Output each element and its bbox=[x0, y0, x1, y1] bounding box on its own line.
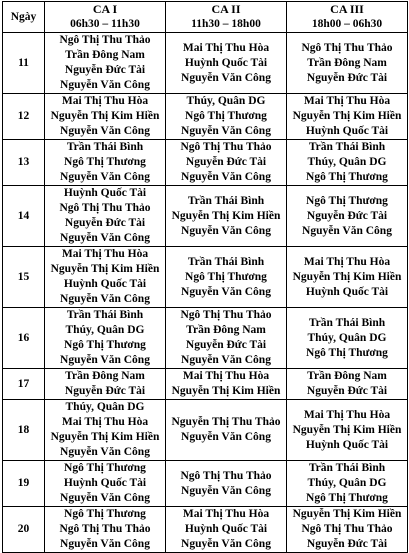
staff-name: Nguyễn Văn Công bbox=[60, 171, 150, 183]
staff-name: Thúy, Quân DG bbox=[65, 401, 145, 413]
day-number: 14 bbox=[3, 186, 45, 247]
staff-name: Nguyễn Văn Công bbox=[60, 293, 150, 305]
staff-name: Mai Thị Thu Hòa bbox=[303, 95, 391, 107]
staff-name: Nguyễn Văn Công bbox=[181, 354, 271, 366]
staff-name: Nguyễn Văn Công bbox=[181, 224, 271, 237]
shift-cell-1 bbox=[45, 308, 166, 369]
shift-cell-1 bbox=[45, 140, 166, 186]
day-number: 19 bbox=[3, 461, 45, 507]
staff-name: Nguyễn Văn Công bbox=[60, 232, 150, 244]
staff-name: Ngô Thị Thương bbox=[306, 346, 388, 359]
staff-name: Nguyễn Văn Công bbox=[60, 125, 150, 137]
staff-name: Trần Đông Nam bbox=[65, 49, 145, 61]
staff-name: Ngô Thị Thương bbox=[64, 462, 146, 474]
staff-name: Trần Thái Bình bbox=[308, 316, 386, 329]
staff-name: Nguyễn Thị Kim Hiền bbox=[50, 263, 160, 275]
staff-name: Thúy, Quân DG bbox=[186, 95, 266, 107]
day-column-header: Ngày bbox=[3, 2, 45, 33]
shift-name: CA III bbox=[330, 2, 364, 16]
day-number: 15 bbox=[3, 247, 45, 308]
staff-name: Nguyễn Thị Kim Hiền bbox=[171, 209, 281, 222]
shift-cell-2 bbox=[166, 308, 287, 369]
staff-name: Trần Thái Bình bbox=[187, 194, 265, 207]
staff-name: Nguyễn Thị Kim Hiền bbox=[171, 385, 281, 397]
staff-name: Nguyễn Văn Công bbox=[60, 538, 150, 550]
staff-name: Nguyễn Văn Công bbox=[60, 79, 150, 91]
header-row bbox=[3, 2, 408, 33]
staff-name: Nguyễn Văn Công bbox=[181, 125, 271, 137]
shift-cell-1 bbox=[45, 369, 166, 400]
staff-name: Trần Thái Bình bbox=[308, 462, 386, 474]
staff-name: Nguyễn Văn Công bbox=[181, 285, 271, 298]
staff-name: Ngô Thị Thương bbox=[64, 339, 146, 351]
shift-header-2 bbox=[166, 2, 287, 33]
staff-name: Nguyễn Đức Tài bbox=[64, 64, 146, 76]
staff-name: Trần Thái Bình bbox=[187, 255, 265, 268]
staff-name: Ngô Thị Thương bbox=[306, 194, 388, 207]
staff-name: Nguyễn Đức Tài bbox=[306, 538, 388, 550]
staff-name: Nguyễn Thị Kim Hiền bbox=[50, 431, 160, 443]
shift-cell-2 bbox=[166, 461, 287, 507]
staff-name: Ngô Thị Thu Thảo bbox=[301, 41, 393, 54]
staff-name: Nguyễn Thị Kim Hiền bbox=[50, 110, 160, 122]
schedule-row bbox=[3, 308, 408, 369]
staff-name: Huỳnh Quốc Tài bbox=[305, 285, 389, 298]
staff-name: Thúy, Quân DG bbox=[65, 324, 145, 336]
shift-cell-3 bbox=[287, 247, 408, 308]
staff-name: Nguyễn Văn Công bbox=[60, 354, 150, 366]
day-number: 12 bbox=[3, 94, 45, 140]
day-number: 18 bbox=[3, 400, 45, 461]
staff-name: Mai Thị Thu Hòa bbox=[182, 41, 270, 54]
staff-name: Trần Đông Nam bbox=[307, 56, 387, 69]
shift-header-1 bbox=[45, 2, 166, 33]
staff-name: Ngô Thị Thu Thảo bbox=[180, 469, 272, 482]
day-number: 11 bbox=[3, 33, 45, 94]
shift-header-3 bbox=[287, 2, 408, 33]
day-number: 17 bbox=[3, 369, 45, 400]
shift-cell-3 bbox=[287, 186, 408, 247]
staff-name: Ngô Thị Thương bbox=[306, 492, 388, 504]
staff-name: Nguyễn Văn Công bbox=[302, 224, 392, 237]
staff-name: Trần Thái Bình bbox=[66, 141, 144, 153]
shift-cell-2 bbox=[166, 507, 287, 553]
shift-cell-3 bbox=[287, 400, 408, 461]
staff-name: Nguyễn Đức Tài bbox=[306, 385, 388, 397]
shift-cell-3 bbox=[287, 369, 408, 400]
shift-name: CA I bbox=[92, 2, 118, 16]
staff-name: Huỳnh Quốc Tài bbox=[184, 523, 268, 535]
staff-name: Nguyễn Văn Công bbox=[181, 431, 271, 443]
staff-name: Ngô Thị Thương bbox=[64, 156, 146, 168]
staff-name: Nguyễn Đức Tài bbox=[64, 385, 146, 397]
schedule-row bbox=[3, 369, 408, 400]
staff-name: Ngô Thị Thu Thảo bbox=[301, 523, 393, 535]
staff-name: Trần Đông Nam bbox=[307, 370, 387, 382]
staff-name: Trần Thái Bình bbox=[308, 141, 386, 153]
staff-name: Huỳnh Quốc Tài bbox=[63, 187, 147, 199]
staff-name: Nguyễn Văn Công bbox=[181, 71, 271, 84]
staff-name: Mai Thị Thu Hòa bbox=[303, 408, 391, 421]
schedule-body bbox=[3, 33, 408, 553]
schedule-row bbox=[3, 186, 408, 247]
staff-name: Huỳnh Quốc Tài bbox=[305, 438, 389, 451]
shift-cell-3 bbox=[287, 33, 408, 94]
shift-cell-2 bbox=[166, 400, 287, 461]
shift-cell-2 bbox=[166, 33, 287, 94]
shift-cell-1 bbox=[45, 400, 166, 461]
staff-name: Mai Thị Thu Hòa bbox=[303, 255, 391, 268]
schedule-row bbox=[3, 461, 408, 507]
shift-cell-1 bbox=[45, 33, 166, 94]
staff-name: Nguyễn Văn Công bbox=[181, 538, 271, 550]
staff-name: Huỳnh Quốc Tài bbox=[305, 125, 389, 137]
staff-name: Nguyễn Văn Công bbox=[181, 484, 271, 497]
staff-name: Mai Thị Thu Hòa bbox=[61, 416, 149, 428]
staff-name: Ngô Thị Thương bbox=[306, 171, 388, 183]
staff-name: Mai Thị Thu Hòa bbox=[61, 248, 149, 260]
staff-name: Thúy, Quân DG bbox=[307, 477, 387, 489]
staff-name: Trần Đông Nam bbox=[186, 324, 266, 336]
staff-name: Nguyễn Văn Công bbox=[60, 492, 150, 504]
shift-cell-3 bbox=[287, 140, 408, 186]
staff-name: Ngô Thị Thu Thảo bbox=[59, 34, 151, 46]
staff-name: Nguyễn Thị Thu Thảo bbox=[171, 416, 281, 428]
schedule-row bbox=[3, 247, 408, 308]
schedule-row bbox=[3, 33, 408, 94]
shift-cell-1 bbox=[45, 186, 166, 247]
shift-cell-3 bbox=[287, 507, 408, 553]
staff-name: Thúy, Quân DG bbox=[307, 331, 387, 344]
staff-name: Ngô Thị Thu Thảo bbox=[59, 202, 151, 214]
shift-schedule-table bbox=[2, 1, 408, 553]
staff-name: Nguyễn Văn Công bbox=[60, 446, 150, 458]
day-number: 20 bbox=[3, 507, 45, 553]
shift-time: 18h00 – 06h30 bbox=[311, 18, 383, 30]
staff-name: Nguyễn Thị Kim Hiền bbox=[292, 110, 402, 122]
staff-name: Nguyễn Đức Tài bbox=[306, 209, 388, 222]
staff-name: Ngô Thị Thương bbox=[185, 110, 267, 122]
staff-name: Ngô Thị Thương bbox=[64, 508, 146, 520]
staff-name: Thúy, Quân DG bbox=[307, 156, 387, 168]
shift-cell-2 bbox=[166, 247, 287, 308]
shift-cell-3 bbox=[287, 94, 408, 140]
shift-name: CA II bbox=[211, 2, 241, 16]
staff-name: Nguyễn Đức Tài bbox=[306, 71, 388, 84]
schedule-row bbox=[3, 507, 408, 553]
shift-cell-2 bbox=[166, 369, 287, 400]
shift-time: 06h30 – 11h30 bbox=[70, 18, 140, 30]
shift-cell-2 bbox=[166, 140, 287, 186]
staff-name: Nguyễn Đức Tài bbox=[185, 156, 267, 168]
shift-cell-3 bbox=[287, 308, 408, 369]
day-number: 13 bbox=[3, 140, 45, 186]
shift-cell-1 bbox=[45, 507, 166, 553]
staff-name: Ngô Thị Thu Thảo bbox=[180, 141, 272, 153]
shift-cell-1 bbox=[45, 94, 166, 140]
staff-name: Trần Thái Bình bbox=[66, 309, 144, 321]
shift-cell-1 bbox=[45, 247, 166, 308]
staff-name: Ngô Thị Thu Thảo bbox=[180, 309, 272, 321]
shift-cell-1 bbox=[45, 461, 166, 507]
staff-name: Ngô Thị Thương bbox=[185, 270, 267, 283]
staff-name: Huỳnh Quốc Tài bbox=[63, 477, 147, 489]
staff-name: Trần Đông Nam bbox=[65, 370, 145, 382]
staff-name: Nguyễn Thị Kim Hiền bbox=[292, 270, 402, 283]
day-number: 16 bbox=[3, 308, 45, 369]
staff-name: Mai Thị Thu Hòa bbox=[61, 95, 149, 107]
schedule-row bbox=[3, 140, 408, 186]
staff-name: Nguyễn Văn Công bbox=[181, 171, 271, 183]
staff-name: Ngô Thị Thu Thảo bbox=[59, 523, 151, 535]
staff-name: Nguyễn Đức Tài bbox=[64, 217, 146, 229]
shift-cell-2 bbox=[166, 94, 287, 140]
staff-name: Mai Thị Thu Hòa bbox=[182, 370, 270, 382]
schedule-row bbox=[3, 400, 408, 461]
staff-name: Huỳnh Quốc Tài bbox=[184, 56, 268, 69]
staff-name: Nguyễn Thị Kim Hiền bbox=[292, 423, 402, 436]
staff-name: Nguyễn Đức Tài bbox=[185, 339, 267, 351]
shift-cell-3 bbox=[287, 461, 408, 507]
staff-name: Mai Thị Thu Hòa bbox=[182, 508, 270, 520]
shift-time: 11h30 – 18h00 bbox=[191, 18, 261, 30]
shift-cell-2 bbox=[166, 186, 287, 247]
staff-name: Huỳnh Quốc Tài bbox=[63, 278, 147, 290]
schedule-row bbox=[3, 94, 408, 140]
staff-name: Nguyễn Thị Kim Hiền bbox=[292, 508, 402, 520]
